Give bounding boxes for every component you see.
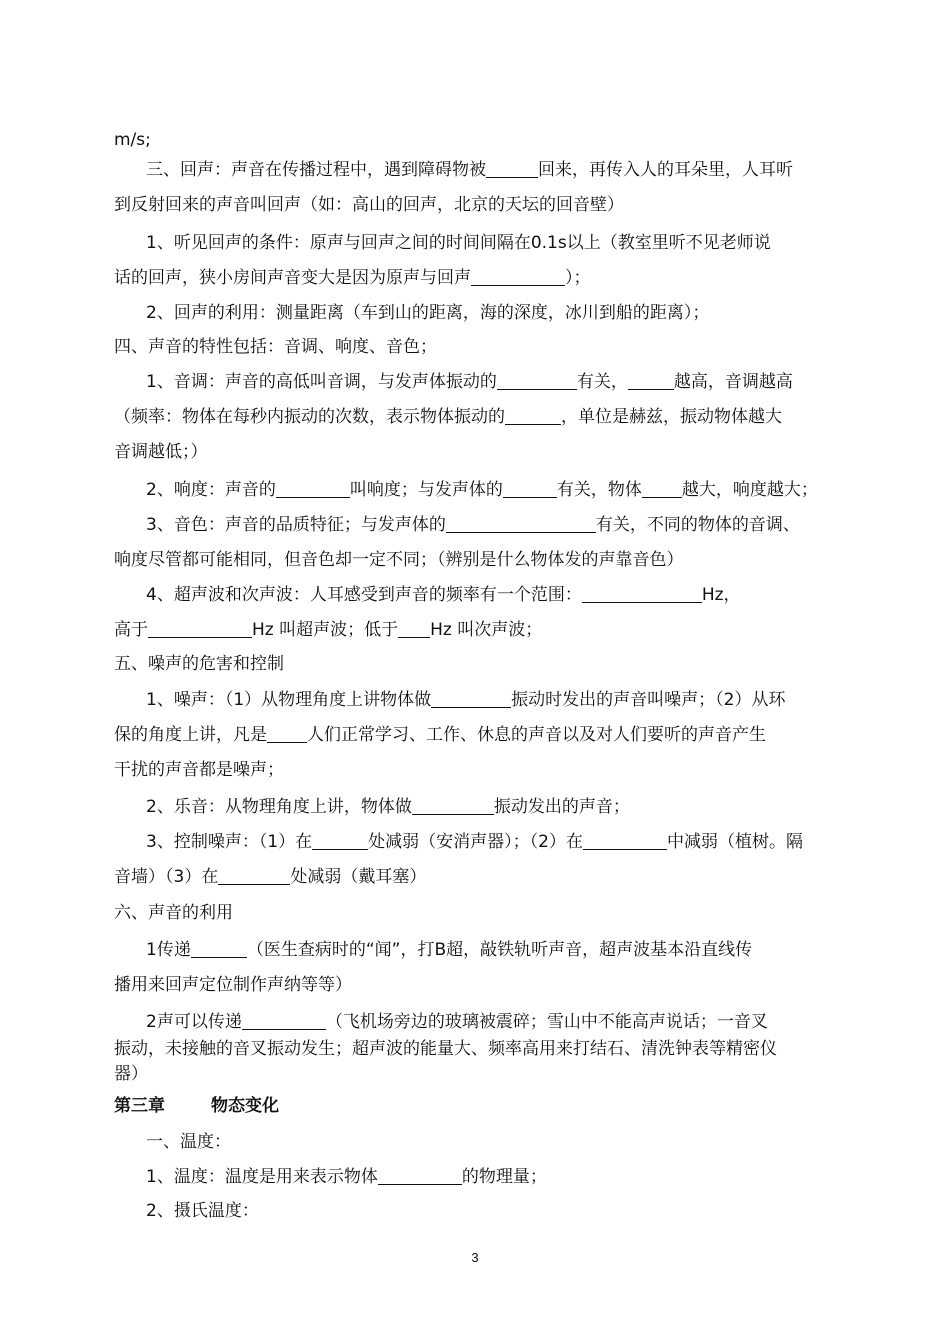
chapter-title: 物态变化 [211, 1096, 279, 1116]
fill-blank[interactable] [378, 1167, 462, 1185]
fill-blank[interactable] [582, 585, 702, 603]
text-line [146, 1010, 846, 1034]
fill-blank[interactable] [642, 480, 682, 498]
text-segment: 的物理量； [461, 1167, 547, 1187]
text-line [114, 652, 844, 676]
chapter-heading [114, 1094, 844, 1118]
text-line [146, 1199, 846, 1223]
text-segment: 六、声音的利用 [114, 903, 233, 923]
text-line [146, 513, 846, 537]
text-segment: 2、回声的利用：测量距离（车到山的距离，海的深度，冰川到船的距离）； [146, 303, 710, 323]
text-segment: （医生查病时的“闻”，打B超，敲铁轨听声音，超声波基本沿直线传 [246, 940, 753, 960]
text-segment: 高于 [114, 620, 148, 640]
text-segment: 1、温度：温度是用来表示物体 [146, 1167, 378, 1187]
fill-blank[interactable] [412, 797, 494, 815]
text-line [146, 938, 846, 962]
text-segment: 叫响度；与发声体的 [349, 480, 503, 500]
text-line [146, 583, 846, 607]
text-line [114, 405, 844, 429]
fill-blank[interactable] [583, 832, 667, 850]
fill-blank[interactable] [628, 372, 674, 390]
text-segment: 有关， [576, 372, 628, 392]
text-line [146, 301, 846, 325]
text-segment: 有关，不同的物体的音调、 [595, 515, 800, 535]
text-line [114, 901, 844, 925]
text-segment: 播用来回声定位制作声纳等等） [114, 975, 352, 995]
fill-blank[interactable] [148, 620, 252, 638]
text-segment: Hz 叫超声波；低于 [252, 620, 399, 640]
fill-blank[interactable] [471, 268, 565, 286]
text-line [146, 478, 846, 502]
text-segment: 干扰的声音都是噪声； [114, 760, 284, 780]
text-segment: Hz， [701, 585, 741, 605]
text-segment: 回来，再传入人的耳朵里，人耳听 [538, 160, 793, 180]
text-line [146, 830, 846, 854]
fill-blank[interactable] [431, 690, 511, 708]
text-line [114, 548, 844, 572]
fill-blank[interactable] [398, 620, 430, 638]
text-segment: 1、听见回声的条件：原声与回声之间的时间间隔在0.1s以上（教室里听不见老师说 [146, 233, 771, 253]
text-segment: ）； [565, 268, 591, 288]
fill-blank[interactable] [218, 867, 290, 885]
text-segment: 1传递 [146, 940, 191, 960]
text-segment: 振动发出的声音； [493, 797, 630, 817]
fill-blank[interactable] [312, 832, 368, 850]
text-segment: 中减弱（植树。隔 [666, 832, 803, 852]
text-line [114, 758, 844, 782]
text-segment: 2、乐音：从物理角度上讲，物体做 [146, 797, 412, 817]
fill-blank[interactable] [446, 515, 596, 533]
fill-blank[interactable] [503, 480, 557, 498]
text-line [114, 1037, 844, 1061]
fill-blank[interactable] [505, 407, 561, 425]
text-line [114, 266, 844, 290]
text-segment: 越大，响度越大； [681, 480, 818, 500]
text-segment: 处减弱（戴耳塞） [290, 867, 427, 887]
text-segment: 处减弱（安消声器）；（2）在 [368, 832, 583, 852]
chapter-number: 第三章 [114, 1096, 165, 1116]
text-segment: Hz 叫次声波； [430, 620, 543, 640]
text-line [146, 795, 846, 819]
text-line [114, 865, 844, 889]
text-segment: 1、音调：声音的高低叫音调，与发声体振动的 [146, 372, 497, 392]
text-segment: 保的角度上讲，凡是 [114, 725, 267, 745]
text-segment: 四、声音的特性包括：音调、响度、音色； [114, 337, 437, 357]
text-segment: 有关，物体 [556, 480, 642, 500]
text-line [146, 688, 846, 712]
text-line [146, 1165, 846, 1189]
text-segment: 振动时发出的声音叫噪声；（2）从环 [511, 690, 786, 710]
text-segment: 音调越低；） [114, 442, 208, 462]
text-line [114, 193, 844, 217]
text-segment: 音墙）（3）在 [114, 867, 219, 887]
fill-blank[interactable] [486, 160, 538, 178]
text-line [114, 440, 844, 464]
text-line [114, 973, 844, 997]
text-line [114, 128, 844, 152]
fill-blank[interactable] [276, 480, 350, 498]
text-line [114, 1062, 844, 1086]
text-segment: （频率：物体在每秒内振动的次数，表示物体振动的 [114, 407, 505, 427]
text-segment: ，单位是赫兹，振动物体越大 [561, 407, 782, 427]
text-segment: 器） [114, 1064, 148, 1084]
text-line [114, 723, 844, 747]
fill-blank[interactable] [191, 940, 247, 958]
text-segment: 三、回声：声音在传播过程中，遇到障碍物被 [146, 160, 486, 180]
text-segment: 越高，音调越高 [673, 372, 793, 392]
fill-blank[interactable] [267, 725, 307, 743]
text-segment: 2、摄氏温度： [146, 1201, 259, 1221]
text-line [146, 370, 846, 394]
text-segment: 2声可以传递 [146, 1012, 242, 1032]
text-line [146, 158, 846, 182]
text-segment: 人们正常学习、工作、休息的声音以及对人们要听的声音产生 [307, 725, 766, 745]
text-segment: m/s; [114, 130, 151, 150]
text-segment: 1、噪声：（1）从物理角度上讲物体做 [146, 690, 432, 710]
text-segment: （飞机场旁边的玻璃被震碎；雪山中不能高声说话；一音叉 [325, 1012, 768, 1032]
text-line [146, 231, 846, 255]
text-segment: 2、响度：声音的 [146, 480, 276, 500]
fill-blank[interactable] [497, 372, 577, 390]
text-segment: 3、音色：声音的品质特征；与发声体的 [146, 515, 446, 535]
fill-blank[interactable] [242, 1012, 326, 1030]
page-number: 3 [471, 1250, 479, 1265]
text-line [146, 1130, 846, 1154]
text-segment: 五、噪声的危害和控制 [114, 654, 284, 674]
text-segment: 话的回声，狭小房间声音变大是因为原声与回声 [114, 268, 471, 288]
text-segment: 4、超声波和次声波：人耳感受到声音的频率有一个范围： [146, 585, 582, 605]
text-line [114, 618, 844, 642]
text-segment: 3、控制噪声：（1）在 [146, 832, 313, 852]
text-segment: 到反射回来的声音叫回声（如：高山的回声，北京的天坛的回音壁） [114, 195, 624, 215]
text-line [114, 335, 844, 359]
text-segment: 一、温度： [146, 1132, 231, 1152]
text-segment: 响度尽管都可能相同，但音色却一定不同；（辨别是什么物体发的声靠音色） [114, 550, 684, 570]
text-segment: 振动，未接触的音叉振动发生；超声波的能量大、频率高用来打结石、清洗钟表等精密仪 [114, 1039, 777, 1059]
